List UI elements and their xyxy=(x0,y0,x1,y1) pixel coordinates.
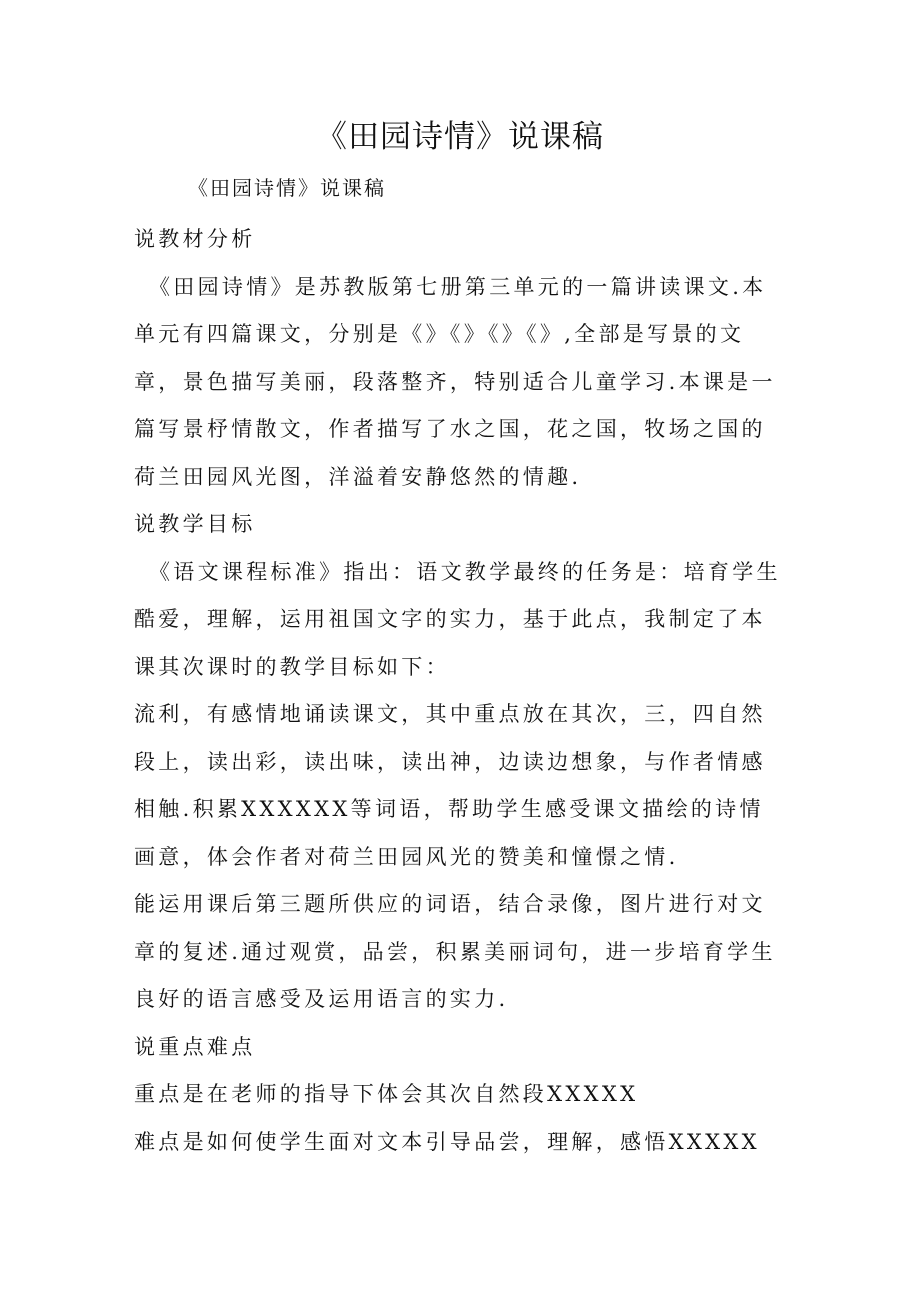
paragraph-curriculum-standard: 《语文课程标准》指出：语文教学最终的任务是：培育学生酷爱，理解，运用祖国文字的实力，基于此点，我制定了本课其次课时的教学目标如下： xyxy=(134,559,781,679)
document-body xyxy=(134,216,786,1166)
document-subtitle: 《田园诗情》说课稿 xyxy=(188,176,386,200)
paragraph-textbook-analysis: 《田园诗情》是苏教版第七册第三单元的一篇讲读课文.本单元有四篇课文，分别是《》《》《》《》,全部是写景的文章，景色描写美丽，段落整齐，特别适合儿童学习.本课是一篇写景杼情散文，作者描写了水之国，花之国，牧场之国的荷兰田园风光图，洋溢着安静悠然的情趣. xyxy=(134,274,776,489)
section-heading-textbook-analysis: 说教材分析 xyxy=(134,227,256,251)
paragraph-goal-retelling: 能运用课后第三题所供应的词语，结合录像，图片进行对文章的复述.通过观赏，品尝，积累美丽词句，进一步培育学生良好的语言感受及运用语言的实力. xyxy=(134,892,776,1011)
page-title: 《田园诗情》说课稿 xyxy=(316,119,604,155)
section-heading-key-difficult-points: 说重点难点 xyxy=(134,1034,256,1059)
paragraph-goal-reading: 流利，有感情地诵读课文，其中重点放在其次，三，四自然段上，读出彩，读出味，读出神，边读边想象，与作者情感相触.积累XXXXXX等词语，帮助学生感受课文描绘的诗情画意，体会作者对荷兰田园风光的赞美和憧憬之情. xyxy=(134,702,766,869)
paragraph-key-point: 重点是在老师的指导下体会其次自然段XXXXX xyxy=(134,1082,639,1106)
section-heading-teaching-goals: 说教学目标 xyxy=(134,512,256,536)
paragraph-difficult-point: 难点是如何使学生面对文本引导品尝，理解，感悟XXXXX xyxy=(134,1129,760,1154)
